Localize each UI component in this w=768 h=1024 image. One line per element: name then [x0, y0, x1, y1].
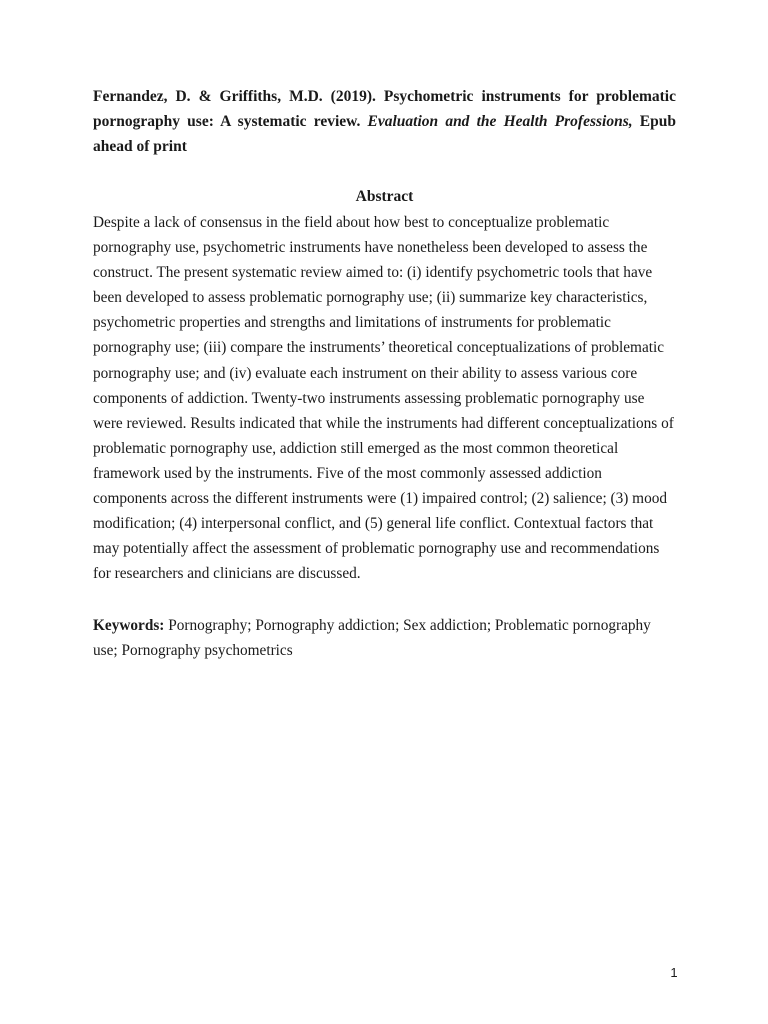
keywords-label: Keywords: — [93, 617, 165, 634]
abstract-body: Despite a lack of consensus in the field about how best to conceptualize problematic pornography use, psychometric instruments have nonetheless been developed to assess the construct. The present systematic review aimed to: (i) identify psychometric tools that have been developed to assess problematic pornography use; (ii) summarize key characteristics, psychometric properties and strengths and limitations of instruments for problematic pornography use; (iii) compare the instruments’ theoretical conceptualizations of problematic pornography use; and (iv) evaluate each instrument on their ability to assess various core components of addiction. Twenty-two instruments assessing problematic pornography use were reviewed. Results indicated that while the instruments had different conceptualizations of problematic pornography use, addiction still emerged as the most common theoretical framework used by the instruments. Five of the most commonly assessed addiction components across the different instruments were (1) impaired control; (2) salience; (3) mood modification; (4) interpersonal conflict, and (5) general life conflict. Contextual factors that may potentially affect the assessment of problematic pornography use and recommendations for researchers and clinicians are discussed. — [93, 214, 674, 583]
citation-status: Epub ahead of print — [93, 113, 676, 155]
citation-authors-title: Fernandez, D. & Griffiths, M.D. (2019). Psychometric instruments for problematic pornography use: A systematic review. — [93, 88, 676, 130]
abstract-heading: Abstract — [355, 188, 414, 205]
keywords-text: Pornography; Pornography addiction; Sex addiction; Problematic pornography use; Pornography psychometrics — [93, 617, 651, 659]
keywords — [93, 613, 676, 663]
page-number: 1 — [670, 965, 678, 980]
citation — [93, 84, 676, 159]
citation-journal: Evaluation and the Health Professions, — [367, 113, 633, 130]
